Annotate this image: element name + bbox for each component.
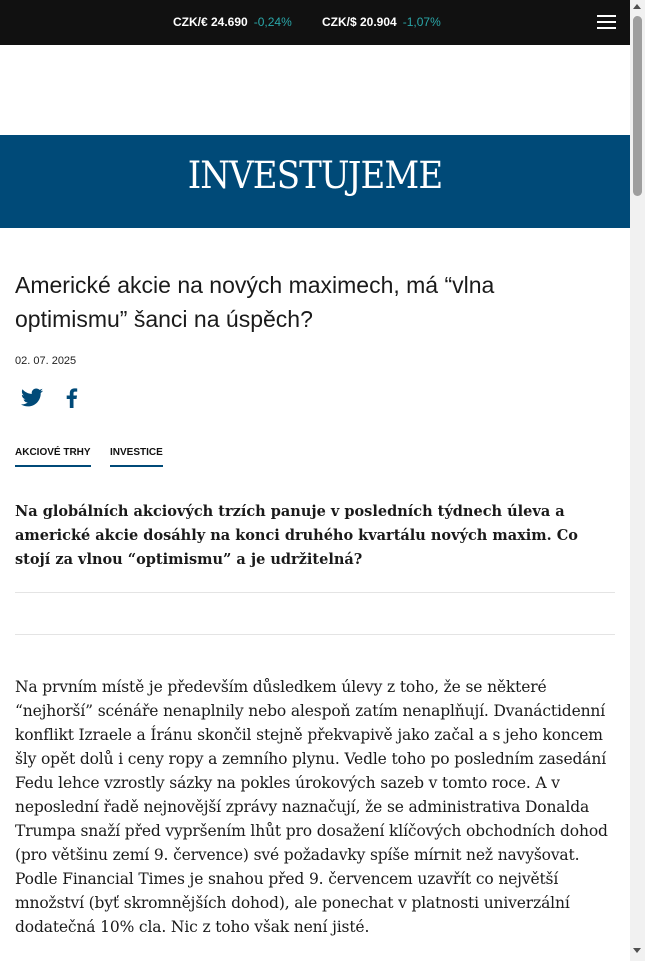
ticker-usd-rate: CZK/$ 20.904 <box>322 15 397 29</box>
currency-ticker-bar <box>0 0 630 45</box>
article-lead: Na globálních akciových trzích panuje v posledních týdnech úleva a americké akcie dosáhly na konci druhého kvartálu nových maxim. Co stojí za vlnou “optimismu” a je udržitelná? <box>15 503 578 568</box>
ticker-usd-change: -1,07% <box>402 15 441 29</box>
article-body-paragraph: Na prvním místě je především důsledkem úlevy z toho, že se některé “nejhorší” scénáře nenaplnily nebo alespoň zatím nenaplňují. Dvanáctidenní konflikt Izraele a Íránu skončil stejně překvapivě jako začal a s jeho koncem šly opět dolů i ceny ropy a zemního plynu. Vedle toho po posledním zasedání Fedu lehce vzrostly sázky na pokles úrokových sazeb v tomto roce. A v neposlední řadě nejnovější zprávy naznačují, že se administrativa Donalda Trumpa snaží před vypršením lhůt pro dosažení klíčových obchodních dohod (pro většinu zemí 9. července) své požadavky spíše mírnit než navyšovat. Podle Financial Times je snahou před 9. červencem uzavřít co největší množství (byť skromnějších dohod), ale ponechat v platnosti univerzální dodatečná 10% cla. Nic z toho však není jisté. <box>15 678 608 936</box>
scrollbar[interactable] <box>630 0 645 961</box>
twitter-icon[interactable] <box>20 386 46 412</box>
hamburger-menu-icon[interactable] <box>597 13 617 31</box>
menu-line <box>597 27 616 29</box>
divider <box>15 634 615 635</box>
menu-line <box>597 15 616 17</box>
ticker-eur <box>173 15 292 29</box>
scroll-down-arrow-icon[interactable] <box>633 948 641 953</box>
menu-line <box>597 21 616 23</box>
ad-placeholder <box>0 45 630 135</box>
tag-akciove-trhy[interactable]: AKCIOVÉ TRHY <box>15 447 91 467</box>
facebook-icon[interactable] <box>60 386 86 412</box>
brand-logo[interactable]: INVESTUJEME <box>187 154 443 197</box>
tag-investice[interactable]: INVESTICE <box>110 447 163 467</box>
brand-banner <box>0 135 630 228</box>
scroll-up-arrow-icon[interactable] <box>633 4 641 9</box>
article-date: 02. 07. 2025 <box>15 355 77 367</box>
divider <box>15 592 615 593</box>
ticker-eur-change: -0,24% <box>253 15 292 29</box>
article-headline: Americké akcie na nových maximech, má “vlna optimismu” šanci na úspěch? <box>15 272 495 332</box>
ticker-eur-rate: CZK/€ 24.690 <box>173 15 248 29</box>
ticker-usd <box>322 15 441 29</box>
scrollbar-thumb[interactable] <box>633 16 642 196</box>
